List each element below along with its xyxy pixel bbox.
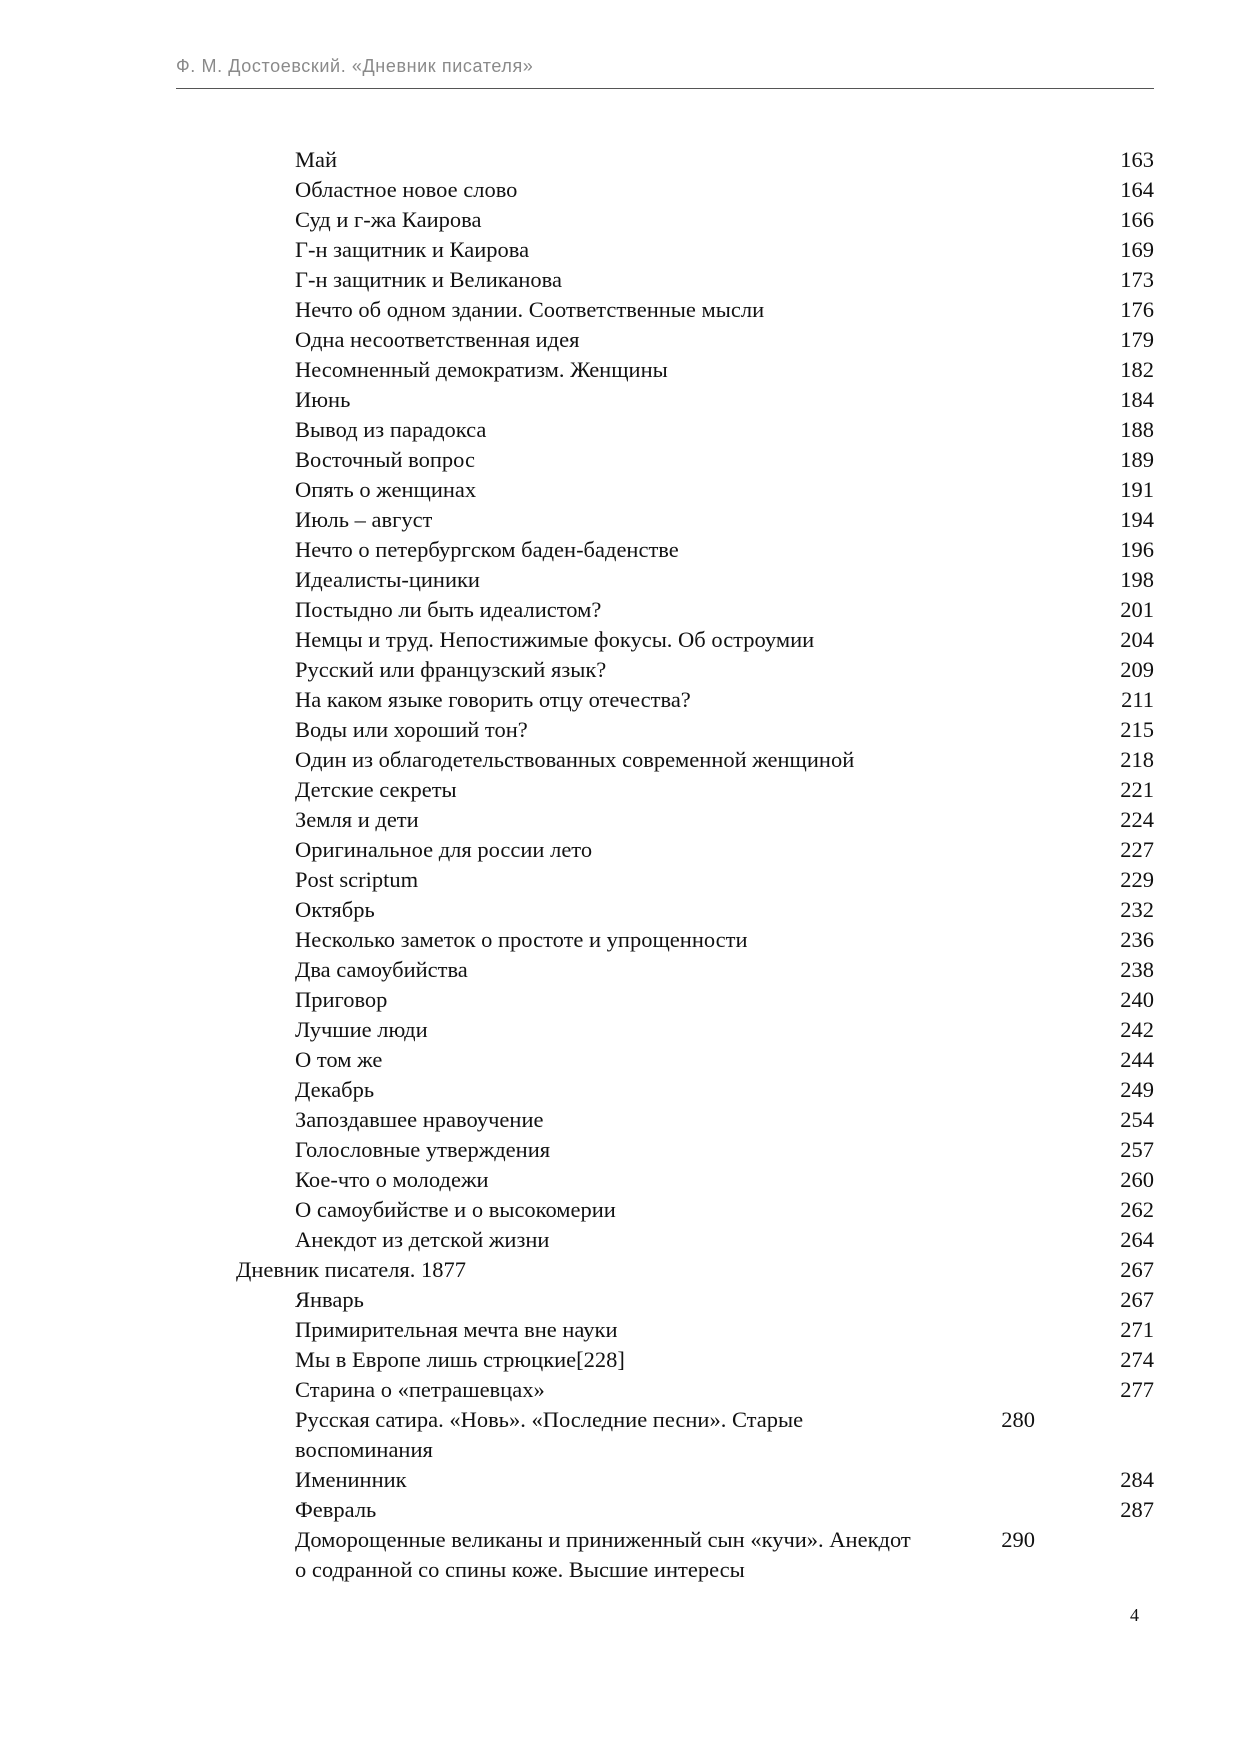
toc-entry-title: Лучшие люди	[295, 1017, 428, 1042]
toc-entry-page: 166	[1120, 207, 1154, 232]
toc-entry-title: Мы в Европе лишь стрюцкие[228]	[295, 1347, 625, 1372]
toc-entry	[236, 1525, 1154, 1585]
toc-entry	[236, 1285, 1154, 1315]
toc-entry	[236, 1075, 1154, 1105]
toc-entry-page: 267	[1120, 1287, 1154, 1312]
toc-entry	[236, 805, 1154, 835]
toc-entry-title: Июль – август	[295, 507, 433, 532]
toc-entry-title: Земля и дети	[295, 807, 419, 832]
toc-entry	[236, 1105, 1154, 1135]
toc-entry-page: 242	[1120, 1017, 1154, 1042]
toc-entry-page: 163	[1120, 147, 1154, 172]
toc-entry-title: Анекдот из детской жизни	[295, 1227, 550, 1252]
toc-entry-page: 176	[1120, 297, 1154, 322]
toc-entry-page: 188	[1120, 417, 1154, 442]
toc-entry-page: 182	[1120, 357, 1154, 382]
toc-entry	[236, 1165, 1154, 1195]
toc-entry	[236, 1375, 1154, 1405]
toc-entry-title: Голословные утверждения	[295, 1137, 551, 1162]
toc-entry-title: Июнь	[295, 387, 351, 412]
toc-entry	[236, 985, 1154, 1015]
toc-entry	[236, 145, 1154, 175]
toc-entry-title: На каком языке говорить отцу отечества?	[295, 687, 691, 712]
toc-entry	[236, 1045, 1154, 1075]
toc-entry-page: 236	[1120, 927, 1154, 952]
toc-entry-title: Одна несоответственная идея	[295, 327, 580, 352]
toc-entry	[236, 205, 1154, 235]
table-of-contents	[236, 145, 1154, 1585]
toc-entry-title: Февраль	[295, 1497, 377, 1522]
toc-entry	[236, 1465, 1154, 1495]
toc-entry	[236, 1195, 1154, 1225]
toc-entry	[236, 265, 1154, 295]
toc-entry-page: 173	[1120, 267, 1154, 292]
header-divider	[176, 88, 1154, 89]
toc-entry-page: 209	[1120, 657, 1154, 682]
toc-entry-page: 284	[1120, 1467, 1154, 1492]
toc-entry-title: Post scriptum	[295, 867, 419, 892]
toc-entry-page: 267	[1120, 1257, 1154, 1282]
toc-entry-page: 224	[1120, 807, 1154, 832]
toc-entry	[236, 505, 1154, 535]
toc-entry	[236, 445, 1154, 475]
running-header: Ф. М. Достоевский. «Дневник писателя»	[176, 56, 534, 76]
toc-entry	[236, 1405, 1154, 1465]
toc-entry-title: Нечто об одном здании. Соответственные мысли	[295, 297, 765, 322]
toc-entry-title: О самоубийстве и о высокомерии	[295, 1197, 616, 1222]
toc-entry	[236, 475, 1154, 505]
page-number: 4	[1130, 1605, 1139, 1625]
toc-entry-title: Май	[295, 147, 338, 172]
toc-entry-page: 164	[1120, 177, 1154, 202]
toc-entry-page: 194	[1120, 507, 1154, 532]
toc-entry-title: Немцы и труд. Непостижимые фокусы. Об остроумии	[295, 627, 815, 652]
toc-entry-page: 254	[1120, 1107, 1154, 1132]
toc-entry-title: Старина о «петрашевцах»	[295, 1377, 545, 1402]
toc-entry-page: 191	[1120, 477, 1154, 502]
toc-entry	[236, 625, 1154, 655]
toc-entry	[236, 1015, 1154, 1045]
toc-entry-page: 169	[1120, 237, 1154, 262]
toc-entry	[236, 775, 1154, 805]
toc-entry-title: Вывод из парадокса	[295, 417, 487, 442]
toc-entry-page: 189	[1120, 447, 1154, 472]
toc-entry	[236, 1315, 1154, 1345]
toc-entry-page: 229	[1120, 867, 1154, 892]
toc-entry-page: 211	[1121, 687, 1154, 712]
toc-entry-title: Несомненный демократизм. Женщины	[295, 357, 668, 382]
toc-entry-title: Областное новое слово	[295, 177, 518, 202]
toc-entry-title: Доморощенные великаны и приниженный сын «кучи». Анекдот о содранной со спины коже. Высшие интересы	[295, 1527, 911, 1582]
toc-entry	[236, 535, 1154, 565]
toc-entry	[236, 235, 1154, 265]
toc-entry-title: Опять о женщинах	[295, 477, 477, 502]
toc-entry-page: 280	[1001, 1407, 1035, 1432]
toc-entry	[236, 325, 1154, 355]
toc-entry-page: 232	[1120, 897, 1154, 922]
toc-entry-title: Постыдно ли быть идеалистом?	[295, 597, 602, 622]
toc-entry	[236, 1495, 1154, 1525]
toc-entry	[236, 895, 1154, 925]
toc-entry	[236, 175, 1154, 205]
toc-entry-title: Дневник писателя. 1877	[236, 1257, 467, 1282]
toc-entry-title: Русская сатира. «Новь». «Последние песни». Старые воспоминания	[295, 1407, 804, 1462]
toc-entry-page: 260	[1120, 1167, 1154, 1192]
toc-entry-page: 264	[1120, 1227, 1154, 1252]
toc-entry-title: Русский или французский язык?	[295, 657, 607, 682]
toc-entry-title: О том же	[295, 1047, 383, 1072]
toc-entry-page: 238	[1120, 957, 1154, 982]
toc-entry	[236, 1345, 1154, 1375]
toc-entry-title: Именинник	[295, 1467, 407, 1492]
toc-entry	[236, 955, 1154, 985]
toc-entry	[236, 745, 1154, 775]
toc-entry	[236, 865, 1154, 895]
toc-entry-title: Январь	[295, 1287, 364, 1312]
toc-entry-page: 204	[1120, 627, 1154, 652]
toc-entry-page: 277	[1120, 1377, 1154, 1402]
toc-entry-title: Суд и г-жа Каирова	[295, 207, 482, 232]
toc-entry-title: Один из облагодетельствованных современной женщиной	[295, 747, 855, 772]
toc-entry-page: 196	[1120, 537, 1154, 562]
toc-entry	[236, 355, 1154, 385]
toc-entry-page: 257	[1120, 1137, 1154, 1162]
toc-entry-title: Запоздавшее нравоучение	[295, 1107, 544, 1132]
toc-entry-title: Кое-что о молодежи	[295, 1167, 489, 1192]
toc-entry-page: 290	[1001, 1527, 1035, 1552]
toc-entry-title: Приговор	[295, 987, 388, 1012]
toc-entry	[236, 1225, 1154, 1255]
toc-entry-page: 287	[1120, 1497, 1154, 1522]
toc-entry-title: Г-н защитник и Великанова	[295, 267, 562, 292]
toc-entry	[236, 835, 1154, 865]
toc-entry-title: Идеалисты-циники	[295, 567, 480, 592]
toc-entry-title: Восточный вопрос	[295, 447, 475, 472]
toc-entry-title: Оригинальное для россии лето	[295, 837, 593, 862]
toc-entry-page: 249	[1120, 1077, 1154, 1102]
toc-entry-page: 198	[1120, 567, 1154, 592]
toc-entry-title: Октябрь	[295, 897, 375, 922]
toc-entry-title: Нечто о петербургском баден-баденстве	[295, 537, 679, 562]
toc-entry-title: Г-н защитник и Каирова	[295, 237, 530, 262]
toc-entry-page: 218	[1120, 747, 1154, 772]
toc-entry-page: 215	[1120, 717, 1154, 742]
toc-entry	[236, 295, 1154, 325]
toc-entry	[236, 715, 1154, 745]
toc-entry-title: Примирительная мечта вне науки	[295, 1317, 618, 1342]
toc-entry-title: Детские секреты	[295, 777, 457, 802]
toc-entry-page: 221	[1120, 777, 1154, 802]
toc-entry	[236, 385, 1154, 415]
toc-entry-page: 201	[1120, 597, 1154, 622]
toc-entry	[236, 925, 1154, 955]
toc-entry-page: 184	[1120, 387, 1154, 412]
toc-entry-title: Несколько заметок о простоте и упрощенности	[295, 927, 748, 952]
toc-entry	[236, 1135, 1154, 1165]
toc-entry-page: 179	[1120, 327, 1154, 352]
toc-entry	[236, 685, 1154, 715]
toc-entry-page: 262	[1120, 1197, 1154, 1222]
toc-entry	[236, 565, 1154, 595]
toc-entry-page: 271	[1120, 1317, 1154, 1342]
toc-entry-title: Воды или хороший тон?	[295, 717, 528, 742]
toc-entry-page: 274	[1120, 1347, 1154, 1372]
toc-entry-page: 244	[1120, 1047, 1154, 1072]
toc-entry-page: 240	[1120, 987, 1154, 1012]
toc-entry	[236, 595, 1154, 625]
toc-entry-page: 227	[1120, 837, 1154, 862]
toc-entry	[236, 1255, 1154, 1285]
toc-entry	[236, 655, 1154, 685]
toc-entry-title: Два самоубийства	[295, 957, 468, 982]
toc-entry	[236, 415, 1154, 445]
toc-entry-title: Декабрь	[295, 1077, 375, 1102]
